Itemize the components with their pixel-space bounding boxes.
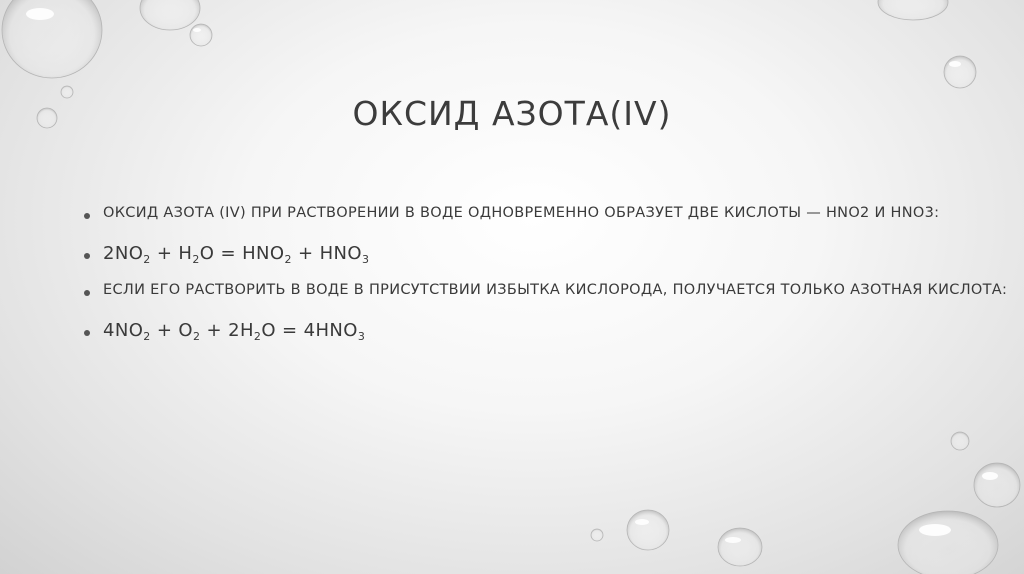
- bullet-dot: [84, 253, 90, 259]
- slide-title: ОКСИД АЗОТА(IV): [352, 94, 672, 133]
- equation-no2-water: $2NO_2 + H_2O = HNO_2 + HNO_3$: [103, 243, 370, 266]
- bullet-dot: [84, 213, 90, 219]
- bullet-dot: [84, 290, 90, 296]
- bullet-text: ОКСИД АЗОТА (IV) ПРИ РАСТВОРЕНИИ В ВОДЕ ОДНОВРЕМЕННО ОБРАЗУЕТ ДВЕ КИСЛОТЫ — HNO2 И HNO3:: [103, 205, 940, 221]
- bullet-dot: [84, 330, 90, 336]
- equation-no2-oxygen-water: $4NO_2 + O_2 + 2H_2O = 4HNO_3$: [103, 320, 366, 343]
- bullet-text: ЕСЛИ ЕГО РАСТВОРИТЬ В ВОДЕ В ПРИСУТСТВИИ ИЗБЫТКА КИСЛОРОДА, ПОЛУЧАЕТСЯ ТОЛЬКО АЗОТНАЯ КИСЛОТА:: [103, 282, 1008, 298]
